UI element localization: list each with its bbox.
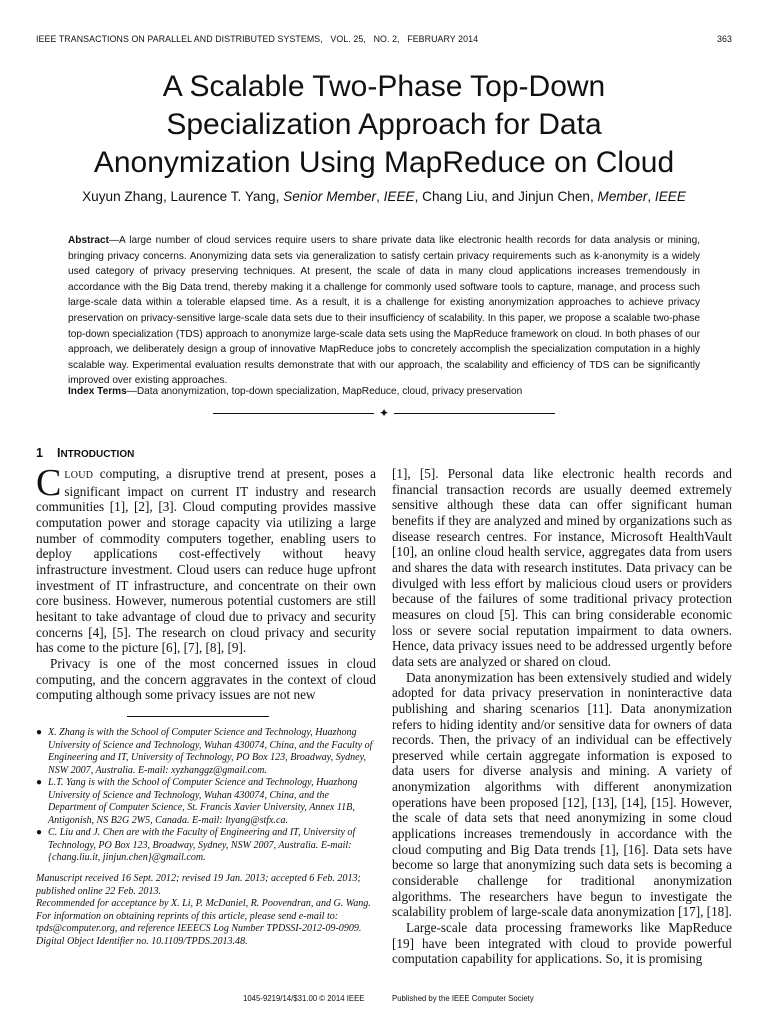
intro-paragraph-1 [36, 462, 376, 656]
author-role-2: Member [597, 189, 648, 204]
section-title-rest: NTRODUCTION [60, 449, 135, 460]
right-paragraph-3: Large-scale data processing frameworks like MapReduce [19] have been integrated with cloud to provide powerful computation capability for applications. So, it is promising [392, 920, 732, 967]
right-paragraph-1: [1], [5]. Personal data like electronic health records and financial transaction records are usually deemed extremely sensitive although these data can offer significant human benefits if they are analyzed and mined by organizations such as disease research centres. For instance, Microsoft HealthVault [10], an online cloud health service, aggregates data from users and shares the data with research institutes. Data privacy can be divulged with less effort by malicious cloud users or providers because of the failures of some traditional privacy protection measures on cloud [5]. This can bring considerable economic loss or severe social reputation impairment to data owners. Hence, data privacy issues need to be addressed urgently before data sets are analyzed or shared on cloud. [392, 466, 732, 669]
intro-paragraph-2: Privacy is one of the most concerned issues in cloud computing, and the concern aggravates in the context of cloud computing although some privacy issues are not new [36, 655, 376, 703]
bullet-icon: ● [36, 827, 43, 839]
index-terms [68, 386, 700, 397]
title-line-3: Anonymization Using MapReduce on Cloud [93, 146, 675, 179]
affiliation-note [36, 727, 376, 777]
author-list [20, 189, 748, 204]
section-number: 1 [36, 446, 43, 460]
footnotes [36, 727, 376, 948]
doi: Digital Object Identifier no. 10.1109/TPDS.2013.48. [36, 935, 248, 947]
footnote-rule [127, 716, 269, 717]
abstract-text: —A large number of cloud services require users to share private data like electronic health records for data analysis or mining, bringing privacy concerns. Anonymizing data sets via generalization to satisfy certain privacy requirements such as k-anonymity is a widely used category of privacy preserving techniques. At present, the scale of data in many cloud applications increases tremendously in accordance with the Big Data trend, thereby making it a challenge for commonly used software tools to capture, manage, and process such large-scale data within a tolerable elapsed time. As a result, it is a challenge for existing anonymization approaches to achieve privacy preservation on privacy-sensitive large-scale data sets due to their insufficiency of scalability. In this paper, we propose a scalable two-phase top-down specialization (TDS) approach to anonymize large-scale data sets using the MapReduce framework on cloud. In both phases of our approach, we deliberately design a group of innovative MapReduce jobs to concretely accomplish the specialization computation in a highly scalable way. Experimental evaluation results demonstrate that with our approach, the scalability and efficiency of TDS can be significantly improved over existing approaches. [68, 235, 700, 387]
journal-line: IEEE TRANSACTIONS ON PARALLEL AND DISTRIBUTED SYSTEMS, VOL. 25, NO. 2, FEBRUARY 2014 [36, 34, 479, 44]
affiliation-note [36, 777, 376, 827]
authors-sep-1: , [376, 189, 384, 204]
bullet-icon: ● [36, 727, 43, 738]
manuscript-dates: Manuscript received 16 Sept. 2012; revised 19 Jan. 2013; accepted 6 Feb. 2013; published online 22 Feb. 2013. [36, 873, 361, 897]
title-line-2: Specialization Approach for Data [166, 108, 602, 141]
right-paragraph-2: Data anonymization has been extensively studied and widely adopted for data privacy preservation in noninteractive data publishing and sharing scenarios [11]. Data anonymization refers to hiding identity and/or sensitive data for owners of data records. Then, the privacy of an individual can be effectively preserved while certain aggregate information is exposed to data users for diverse analysis and mining. A variety of anonymization algorithms with different anonymization operations have been proposed [12], [13], [14], [15]. However, the scale of data sets that need anonymizing in some cloud applications increases tremendously in accordance with the cloud computing and Big Data trends [1], [16]. Data sets have become so large that anonymizing such data sets is becoming a considerable challenge for traditional anonymization algorithms. The researchers have begun to investigate the scalability problem of large-scale data anonymization [17], [18]. [392, 669, 732, 920]
authors-part-2: , Chang Liu, and Jinjun Chen, [414, 189, 598, 204]
right-column [392, 466, 732, 967]
index-terms-text: —Data anonymization, top-down specialization, MapReduce, cloud, privacy preservation [126, 386, 523, 397]
drop-cap-rest: LOUD [64, 470, 94, 481]
recommended-by: Recommended for acceptance by X. Li, P. McDaniel, R. Poovendran, and G. Wang. [36, 898, 371, 910]
abstract [68, 233, 700, 389]
footer-copyright: 1045-9219/14/$31.00 © 2014 IEEE [243, 994, 365, 1003]
page-number: 363 [717, 34, 732, 44]
divider-ornament-icon: ✦ [374, 405, 394, 421]
paper-title [20, 68, 748, 182]
reprints-info: For information on obtaining reprints of this article, please send e-mail to: tpds@computer.org, and reference IEEECS Log Number TPDSSI-2012-09-0909. [36, 910, 362, 935]
affiliation-note [36, 827, 376, 865]
section-heading [36, 446, 134, 460]
title-line-1: A Scalable Two-Phase Top-Down [162, 70, 606, 103]
authors-sep-2: , [647, 189, 655, 204]
authors-part-1: Xuyun Zhang, Laurence T. Yang, [82, 189, 284, 204]
left-column [36, 462, 376, 703]
affiliation-note-text: L.T. Yang is with the School of Computer Science and Technology, Huazhong University of Science and Technology, Wuhan 430074, China, and the Department of Computer Science, St. Francis Xavier University, Annex 11B, Antigonish, NS B2G 2W5, Canada. E-mail: ltyang@stfx.ca. [48, 777, 358, 826]
abstract-label: Abstract [68, 235, 109, 246]
author-org-2: IEEE [654, 189, 686, 204]
author-org-1: IEEE [383, 189, 415, 204]
bullet-icon: ● [36, 777, 43, 789]
affiliation-note-text: C. Liu and J. Chen are with the Faculty of Engineering and IT, University of Technology, PO Box 123, Broadway, Sydney, NSW 2007, Australia. E-mail: {chang.liu.it, jinjun.chen}@gmail.com. [48, 827, 356, 864]
section-first-letter: I [56, 446, 61, 460]
running-header [36, 34, 732, 44]
drop-cap: C [36, 462, 62, 504]
index-terms-label: Index Terms [68, 386, 127, 397]
footer-publisher: Published by the IEEE Computer Society [392, 994, 534, 1003]
author-role-1: Senior Member [283, 189, 377, 204]
affiliation-note-text: X. Zhang is with the School of Computer Science and Technology, Huazhong University of Science and Technology, Wuhan 430074, China, and the Faculty of Engineering and IT, University of Technology, PO Box 123, Broadway, Sydney, NSW 2007, Australia. E-mail: xyzhanggz@gmail.com. [48, 727, 373, 776]
intro-paragraph-1-text: computing, a disruptive trend at present, poses a significant impact on current IT industry and research communities [1], [2], [3]. Cloud computing provides massive computation power and storage capacity via utilizing a large number of commodity computers together, enabling users to deploy applications cost-effectively without heavy infrastructure investment. Cloud users can reduce huge upfront investment of IT infrastructure, and concentrate on their own core business. However, numerous potential customers are still hesitant to take advantage of cloud due to privacy and security concerns [4], [5]. The research on cloud privacy and security has come to the picture [6], [7], [8], [9]. [36, 466, 376, 656]
